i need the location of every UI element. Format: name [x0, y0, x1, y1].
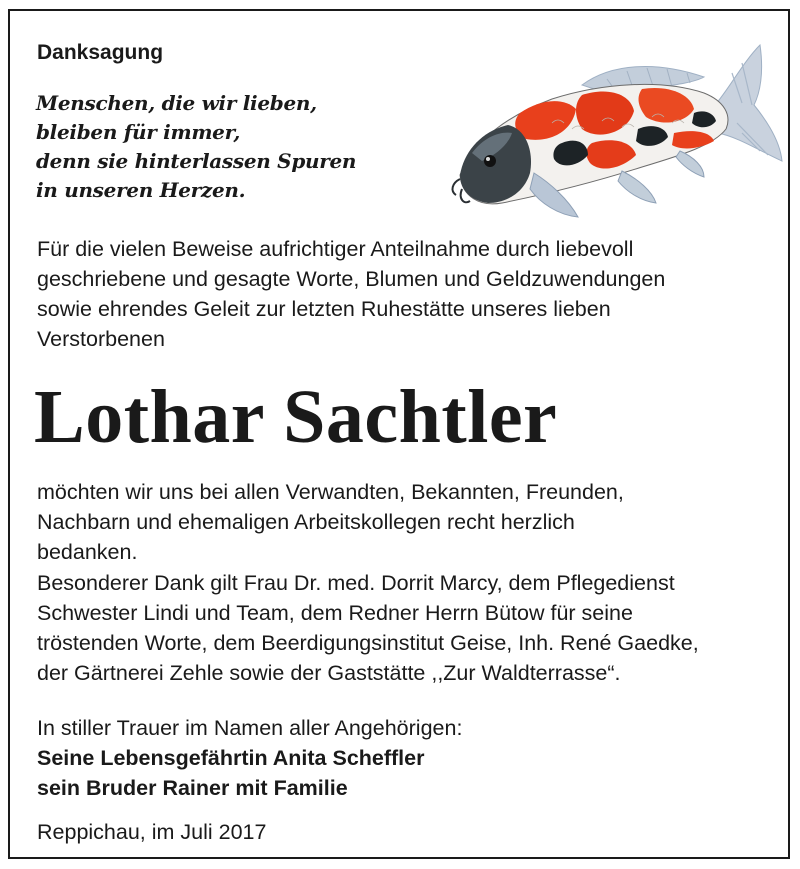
memorial-verse: [36, 89, 356, 205]
intro-paragraph: [37, 234, 665, 354]
text-line: geschriebene und gesagte Worte, Blumen und Geldzuwendungen: [37, 267, 666, 291]
mourner-name: Seine Lebensgefährtin Anita Scheffler: [37, 746, 425, 770]
verse-line: bleiben für immer,: [36, 120, 241, 144]
mourning-line: In stiller Trauer im Namen aller Angehörigen:: [37, 716, 463, 740]
mourner-name: sein Bruder Rainer mit Familie: [37, 776, 348, 800]
fish-eye: [484, 155, 496, 167]
verse-line: denn sie hinterlassen Spuren: [36, 149, 357, 173]
koi-fish-icon: [442, 33, 784, 221]
text-line: Besonderer Dank gilt Frau Dr. med. Dorrit Marcy, dem Pflegedienst: [37, 571, 675, 595]
special-thanks-paragraph: [37, 568, 699, 688]
text-line: der Gärtnerei Zehle sowie der Gaststätte ,,Zur Waldterrasse“.: [37, 661, 621, 685]
text-line: tröstenden Worte, dem Beerdigungsinstitut Geise, Inh. René Gaedke,: [37, 631, 699, 655]
deceased-name: Lothar Sachtler: [34, 375, 558, 459]
text-line: bedanken.: [37, 540, 138, 564]
place-date: Reppichau, im Juli 2017: [37, 820, 267, 844]
text-line: sowie ehrendes Geleit zur letzten Ruhestätte unseres lieben: [37, 297, 611, 321]
text-line: Nachbarn und ehemaligen Arbeitskollegen recht herzlich: [37, 510, 575, 534]
verse-line: Menschen, die wir lieben,: [36, 91, 317, 115]
text-line: Für die vielen Beweise aufrichtiger Anteilnahme durch liebevoll: [37, 237, 634, 261]
obituary-notice: [8, 9, 790, 859]
text-line: möchten wir uns bei allen Verwandten, Bekannten, Freunden,: [37, 480, 624, 504]
verse-line: in unseren Herzen.: [36, 178, 246, 202]
text-line: Schwester Lindi und Team, dem Redner Herrn Bütow für seine: [37, 601, 633, 625]
thanks-paragraph: [37, 477, 624, 567]
mourners-section: [37, 713, 462, 803]
text-line: Verstorbenen: [37, 327, 165, 351]
notice-heading: Danksagung: [37, 41, 164, 64]
